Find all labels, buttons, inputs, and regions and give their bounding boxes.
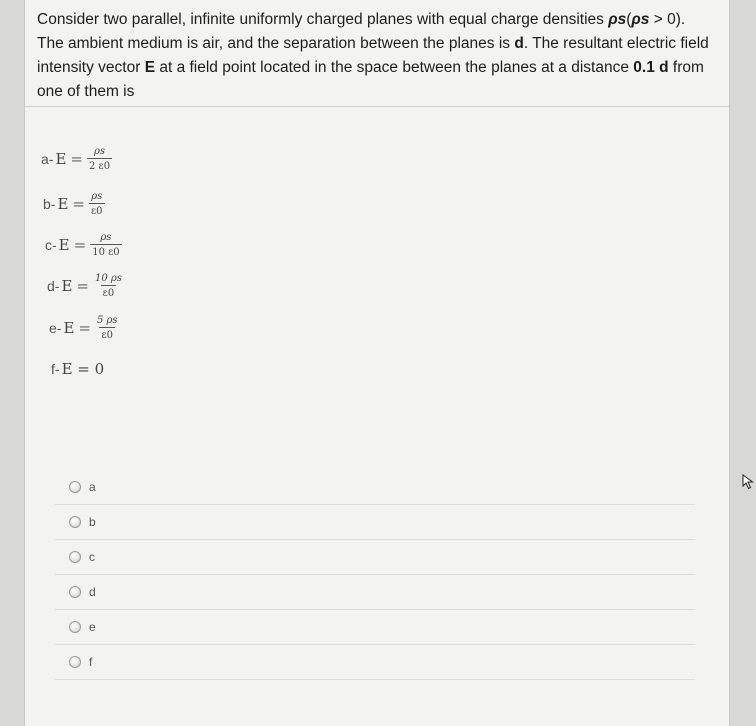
fraction-numerator: 5 ρs	[96, 315, 118, 326]
choice-label: a-	[41, 151, 54, 167]
choice-equals: =	[70, 150, 83, 168]
choice-E: E	[55, 150, 67, 168]
rho-symbol: ρs	[608, 11, 627, 28]
question-line3-mid: at a field point located in the space between the planes at a distance	[155, 59, 634, 76]
answer-label: a	[89, 480, 96, 494]
choice-d	[47, 273, 124, 299]
fraction-numerator: ρs	[100, 232, 112, 243]
fraction-denominator: 2 ε0	[87, 158, 112, 172]
question-line3: intensity vector	[37, 59, 145, 76]
choice-e	[49, 315, 120, 341]
choice-label: f-	[51, 361, 60, 377]
answer-label: c	[89, 550, 95, 564]
d-symbol: d	[514, 35, 524, 52]
condition: > 0).	[649, 11, 686, 28]
answer-option-e[interactable]	[55, 610, 695, 645]
divider	[25, 106, 729, 107]
choice-E: E	[57, 195, 69, 213]
choice-fraction	[89, 191, 105, 217]
question-line3-end: from	[668, 59, 704, 76]
choice-label: b-	[43, 196, 56, 212]
question-panel	[24, 0, 730, 726]
answer-option-d[interactable]	[55, 575, 695, 610]
choice-E: E	[63, 319, 75, 337]
choice-E: E	[58, 236, 70, 254]
choice-label: e-	[49, 320, 62, 336]
choice-equals: =	[78, 319, 91, 337]
question-line1: Consider two parallel, infinite uniformly charged planes with equal charge densities	[37, 11, 609, 28]
rho-symbol-2: ρs	[631, 11, 650, 28]
radio-button[interactable]	[69, 656, 81, 668]
choice-f	[51, 360, 108, 378]
fraction-denominator: ε0	[89, 203, 105, 217]
choice-E: E	[61, 277, 73, 295]
radio-button[interactable]	[69, 586, 81, 598]
E-symbol: E	[144, 59, 156, 76]
question-text	[37, 8, 717, 104]
choice-c	[45, 232, 122, 258]
answer-option-b[interactable]	[55, 505, 695, 540]
choice-fraction	[95, 315, 120, 341]
answer-option-c[interactable]	[55, 540, 695, 575]
choice-a	[41, 146, 112, 172]
choice-equals: =	[72, 195, 85, 213]
mouse-cursor-icon	[742, 474, 756, 490]
fraction-numerator: ρs	[91, 191, 103, 202]
fraction-denominator: ε0	[99, 327, 115, 341]
choice-fraction	[93, 273, 124, 299]
fraction-denominator: 10 ε0	[90, 244, 121, 258]
choice-equals: =	[76, 277, 89, 295]
answer-option-f[interactable]	[55, 645, 695, 680]
answer-label: e	[89, 620, 96, 634]
question-line2-end: . The resultant electric field	[523, 35, 709, 52]
choice-fraction	[90, 232, 121, 258]
answer-label: d	[89, 585, 96, 599]
distance-value: 0.1 d	[633, 59, 669, 76]
choice-text: E = 0	[61, 360, 105, 378]
radio-button[interactable]	[69, 481, 81, 493]
fraction-denominator: ε0	[101, 285, 117, 299]
choice-fraction	[87, 146, 112, 172]
paren: (	[626, 11, 632, 28]
answer-option-a[interactable]	[55, 470, 695, 505]
question-line2: The ambient medium is air, and the separation between the planes is	[37, 35, 515, 52]
choice-label: c-	[45, 237, 57, 253]
question-line4: one of them is	[37, 83, 135, 100]
radio-button[interactable]	[69, 621, 81, 633]
fraction-numerator: 10 ρs	[94, 273, 122, 284]
fraction-numerator: ρs	[94, 146, 106, 157]
choice-b	[43, 191, 105, 217]
radio-button[interactable]	[69, 516, 81, 528]
answer-label: b	[89, 515, 96, 529]
radio-button[interactable]	[69, 551, 81, 563]
answer-label: f	[89, 655, 93, 669]
choice-label: d-	[47, 278, 60, 294]
choice-equals: =	[73, 236, 87, 254]
